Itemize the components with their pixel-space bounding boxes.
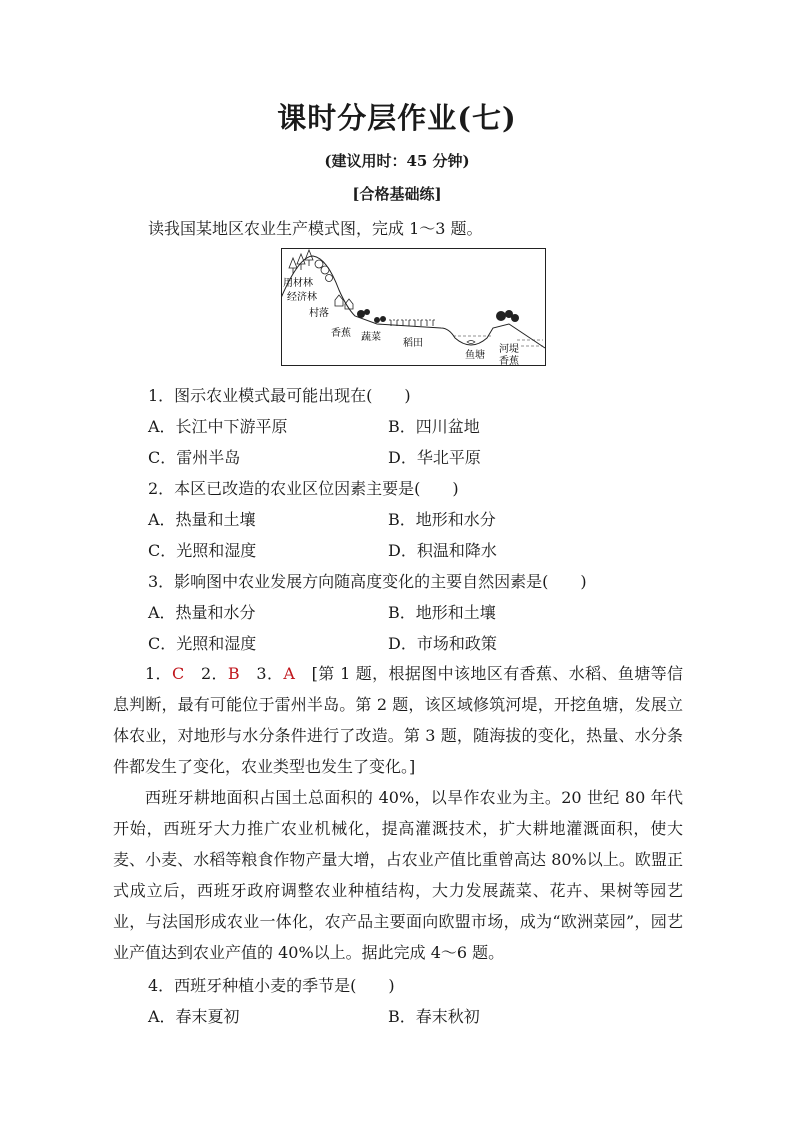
intro-question-4-6: 西班牙耕地面积占国土总面积的 40%，以旱作农业为主。20 世纪 80 年代开始，西班牙大力推广农业机械化，提高灌溉技术，扩大耕地灌溉面积，使大麦、小麦、水稻等粮食作物产量大增，占农业产值比重曾高达 80%以上。欧盟正式成立后，西班牙政府调整农业种植结构，大力发展蔬菜、花卉、果树等园艺业，与法国形成农业一体化，农产品主要面向欧盟市场，成为“欧洲菜园”，园艺业产值达到农业产值的 40%以上。据此完成 4～6 题。 — [113, 788, 683, 962]
q2-option-a: A．热量和土壤 — [148, 510, 256, 529]
label-levee: 河堤 — [499, 344, 519, 355]
label-levee-banana: 香蕉 — [499, 356, 519, 366]
question-3: 3．影响图中农业发展方向随高度变化的主要自然因素是( ) — [148, 572, 587, 591]
agriculture-model-diagram — [281, 248, 546, 366]
q1-option-c: C．雷州半岛 — [148, 448, 241, 467]
label-banana: 香蕉 — [331, 328, 351, 339]
section-heading: [合格基础练] — [352, 185, 442, 203]
q3-option-b: B．地形和土壤 — [388, 603, 496, 622]
q4-option-b: B．春末秋初 — [388, 1007, 480, 1026]
q3-option-d: D．市场和政策 — [388, 634, 497, 653]
question-1: 1．图示农业模式最可能出现在( ) — [148, 386, 411, 405]
answer-explanation: 1．C 2．B 3．A [第 1 题，根据图中该地区有香蕉、水稻、鱼塘等信息判断，最有可能位于雷州半岛。第 2 题，该区域修筑河堤，开挖鱼塘，发展立体农业，对地形与水分条件进行了改造。第 3 题，随海拔的变化，热量、水分条件都发生了变化，农业类型也发生了变化。] — [113, 664, 683, 776]
answer-3: A — [283, 664, 295, 683]
question-4: 4．西班牙种植小麦的季节是( ) — [148, 976, 395, 995]
q3-option-c: C．光照和湿度 — [148, 634, 257, 653]
q3-option-a: A．热量和水分 — [148, 603, 256, 622]
page-title: 课时分层作业(七) — [277, 101, 517, 135]
label-vegetables: 蔬菜 — [361, 332, 381, 343]
answer-2: B — [227, 664, 240, 683]
label-village: 村落 — [309, 308, 329, 319]
q1-option-a: A．长江中下游平原 — [148, 417, 288, 436]
intro-question-1-3: 读我国某地区农业生产模式图，完成 1～3 题。 — [148, 219, 483, 238]
answer-1: C — [171, 664, 185, 683]
q2-option-d: D．积温和降水 — [388, 541, 497, 560]
question-2: 2．本区已改造的农业区位因素主要是( ) — [148, 479, 459, 498]
label-rice-field: 稻田 — [403, 338, 423, 349]
label-economic-forest: 经济林 — [287, 292, 317, 303]
q1-option-d: D．华北平原 — [388, 448, 481, 467]
suggested-time: (建议用时：45 分钟) — [324, 152, 470, 170]
label-timber-forest: 用材林 — [283, 278, 313, 289]
q1-option-b: B．四川盆地 — [388, 417, 480, 436]
q4-option-a: A．春末夏初 — [148, 1007, 240, 1026]
q2-option-b: B．地形和水分 — [388, 510, 496, 529]
label-fish-pond: 鱼塘 — [465, 350, 485, 361]
q2-option-c: C．光照和湿度 — [148, 541, 257, 560]
